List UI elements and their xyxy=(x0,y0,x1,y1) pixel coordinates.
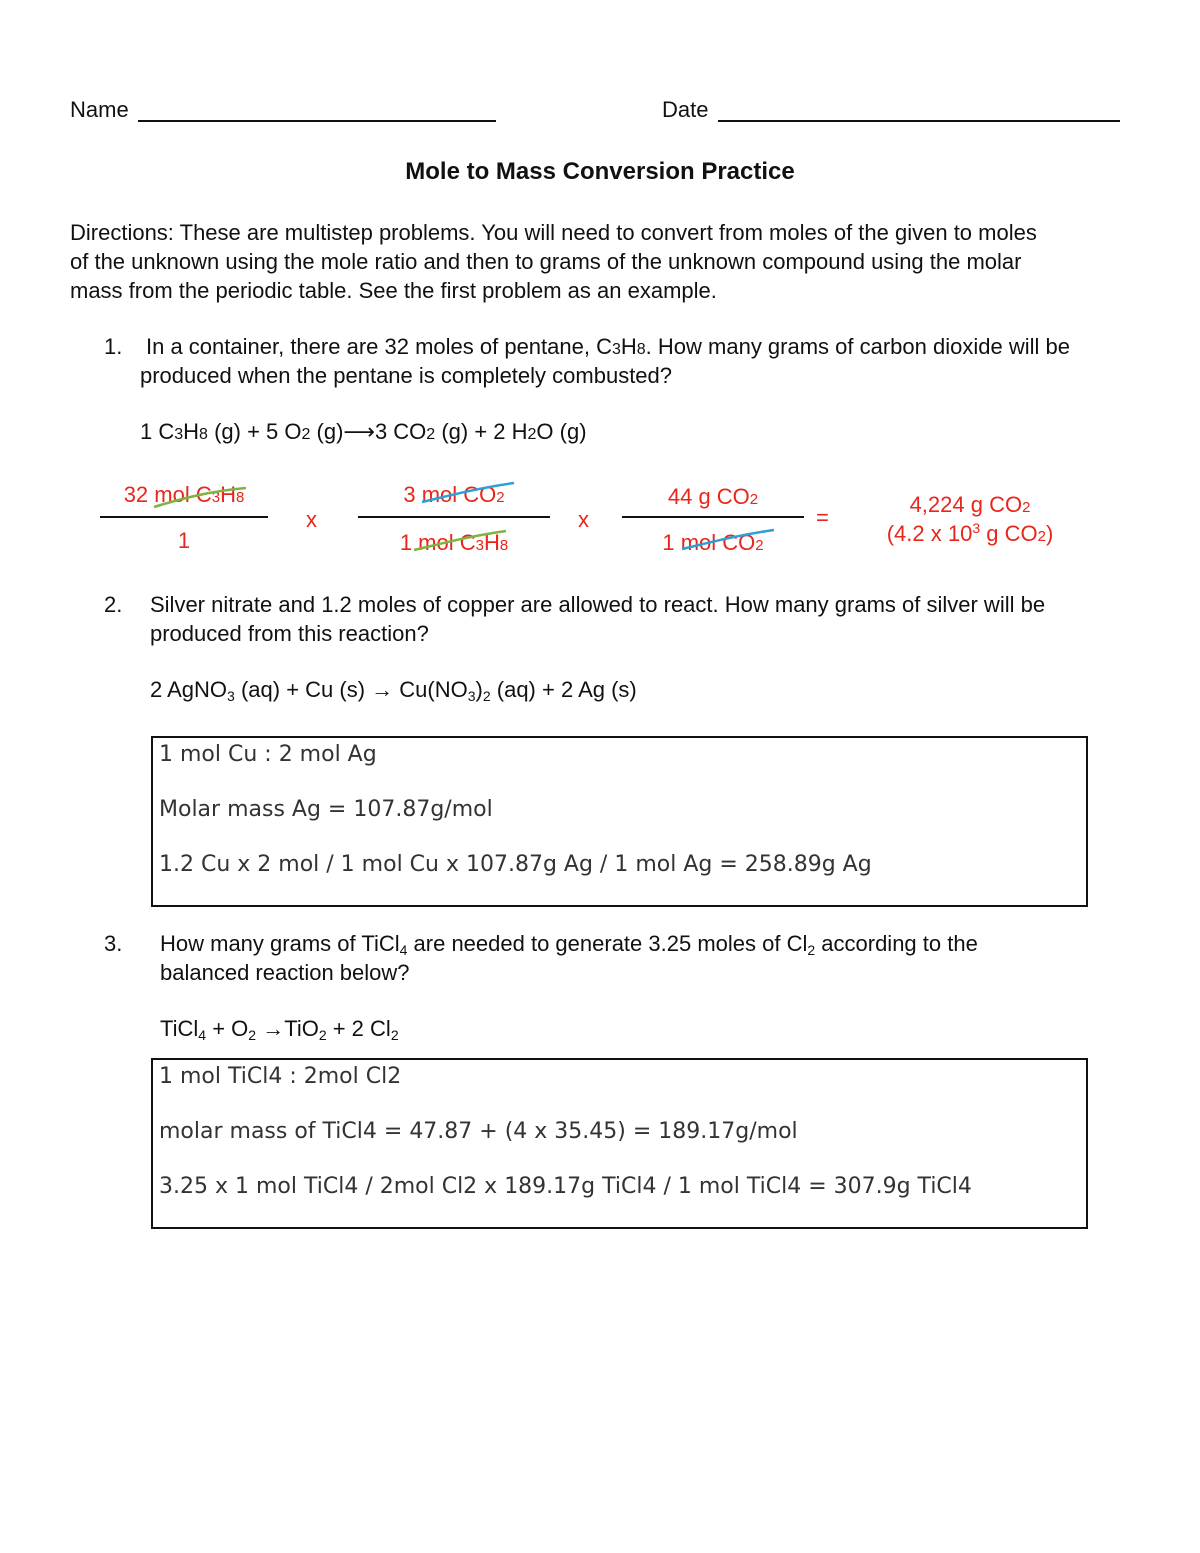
strike-mark-blue-1 xyxy=(418,480,518,506)
problem-1-question-line-1: In a container, there are 32 moles of pentane, C3H8. How many grams of carbon dioxide will be xyxy=(146,334,1070,359)
answer-1-scientific: (4.2 x $10^3$ g CO2) xyxy=(886,520,1054,546)
fraction-3-numerator: 44 g CO2 xyxy=(667,484,759,509)
problem-2-equation: 2 AgNO$_3$ (aq) + Cu $(s) \to Cu(NO_3)_2$ (aq) + 2 Ag (s) xyxy=(150,677,637,704)
problem-2-answer-box[interactable] xyxy=(151,736,1088,907)
problem-3-question-line-1: How many grams of TiCl$_4$ are needed to generate 3.25 moles of $Cl_2$ according to the xyxy=(160,931,978,958)
problem-2-question-line-2: produced from this reaction? xyxy=(150,621,429,646)
fraction-3-denominator: 1 mol CO2 xyxy=(662,530,764,555)
strike-mark-green-1 xyxy=(150,485,250,511)
fraction-2-numerator: 3 mol CO2 xyxy=(403,482,505,507)
fraction-2-denominator: 1 mol C3H8 xyxy=(399,530,509,555)
problem-2-answer-line-2: Molar mass Ag = 107.87g/mol xyxy=(159,797,493,822)
multiply-sign-2: x xyxy=(578,507,589,532)
date-label: Date xyxy=(662,97,709,122)
problem-3-question-line-2: balanced reaction below? xyxy=(160,960,410,985)
problem-3-equation: TiCl$_4$ + $O_2 \to TiO_2 + 2$ $Cl_2$ xyxy=(160,1016,399,1043)
name-label: Name xyxy=(70,97,129,122)
fraction-3-bar xyxy=(622,516,804,518)
multiply-sign-1: x xyxy=(306,507,317,532)
answer-1-grams: 4,224 g CO2 xyxy=(909,492,1031,517)
problem-2-question-line-1: Silver nitrate and 1.2 moles of copper are allowed to react. How many grams of silver will be xyxy=(150,592,1046,617)
problem-2-answer-line-1: 1 mol Cu : 2 mol Ag xyxy=(159,742,377,767)
strike-mark-blue-2 xyxy=(678,527,778,553)
fraction-2-bar xyxy=(358,516,550,518)
problem-3-answer-line-1: 1 mol TiCl4 : 2mol Cl2 xyxy=(159,1064,402,1089)
problem-1-number: 1. xyxy=(104,334,123,359)
directions-line-2: of the unknown using the mole ratio and then to grams of the unknown compound using the molar xyxy=(70,249,1022,274)
problem-3-number: 3. xyxy=(104,931,123,956)
problem-3-answer-line-2: molar mass of TiCl4 = 47.87 + (4 x 35.45) = 189.17g/mol xyxy=(159,1119,798,1144)
problem-3-answer-line-3: 3.25 x 1 mol TiCl4 / 2mol Cl2 x 189.17g TiCl4 / 1 mol TiCl4 = 307.9g TiCl4 xyxy=(159,1174,972,1199)
fraction-1-bar xyxy=(100,516,268,518)
name-underline[interactable] xyxy=(138,120,496,122)
problem-2-number: 2. xyxy=(104,592,123,617)
fraction-1-numerator: 32 mol C3H8 xyxy=(123,482,245,507)
equals-sign: = xyxy=(816,505,829,530)
problem-1-question-line-2: produced when the pentane is completely combusted? xyxy=(140,363,673,388)
problem-2-answer-line-3: 1.2 Cu x 2 mol / 1 mol Cu x 107.87g Ag / 1 mol Ag = 258.89g Ag xyxy=(159,852,872,877)
date-underline[interactable] xyxy=(718,120,1120,122)
fraction-1-denominator: 1 xyxy=(177,528,191,553)
directions-line-3: mass from the periodic table. See the first problem as an example. xyxy=(70,278,717,303)
page-title: Mole to Mass Conversion Practice xyxy=(405,158,795,185)
strike-mark-green-2 xyxy=(410,528,510,554)
directions-line-1: Directions: These are multistep problems. You will need to convert from moles of the given to moles xyxy=(70,220,1037,245)
problem-1-equation: 1 C3H8 (g) + 5 O2 (g)⟶3 CO2 (g) + 2 H2O (g) xyxy=(140,419,587,444)
problem-3-answer-box[interactable] xyxy=(151,1058,1088,1229)
